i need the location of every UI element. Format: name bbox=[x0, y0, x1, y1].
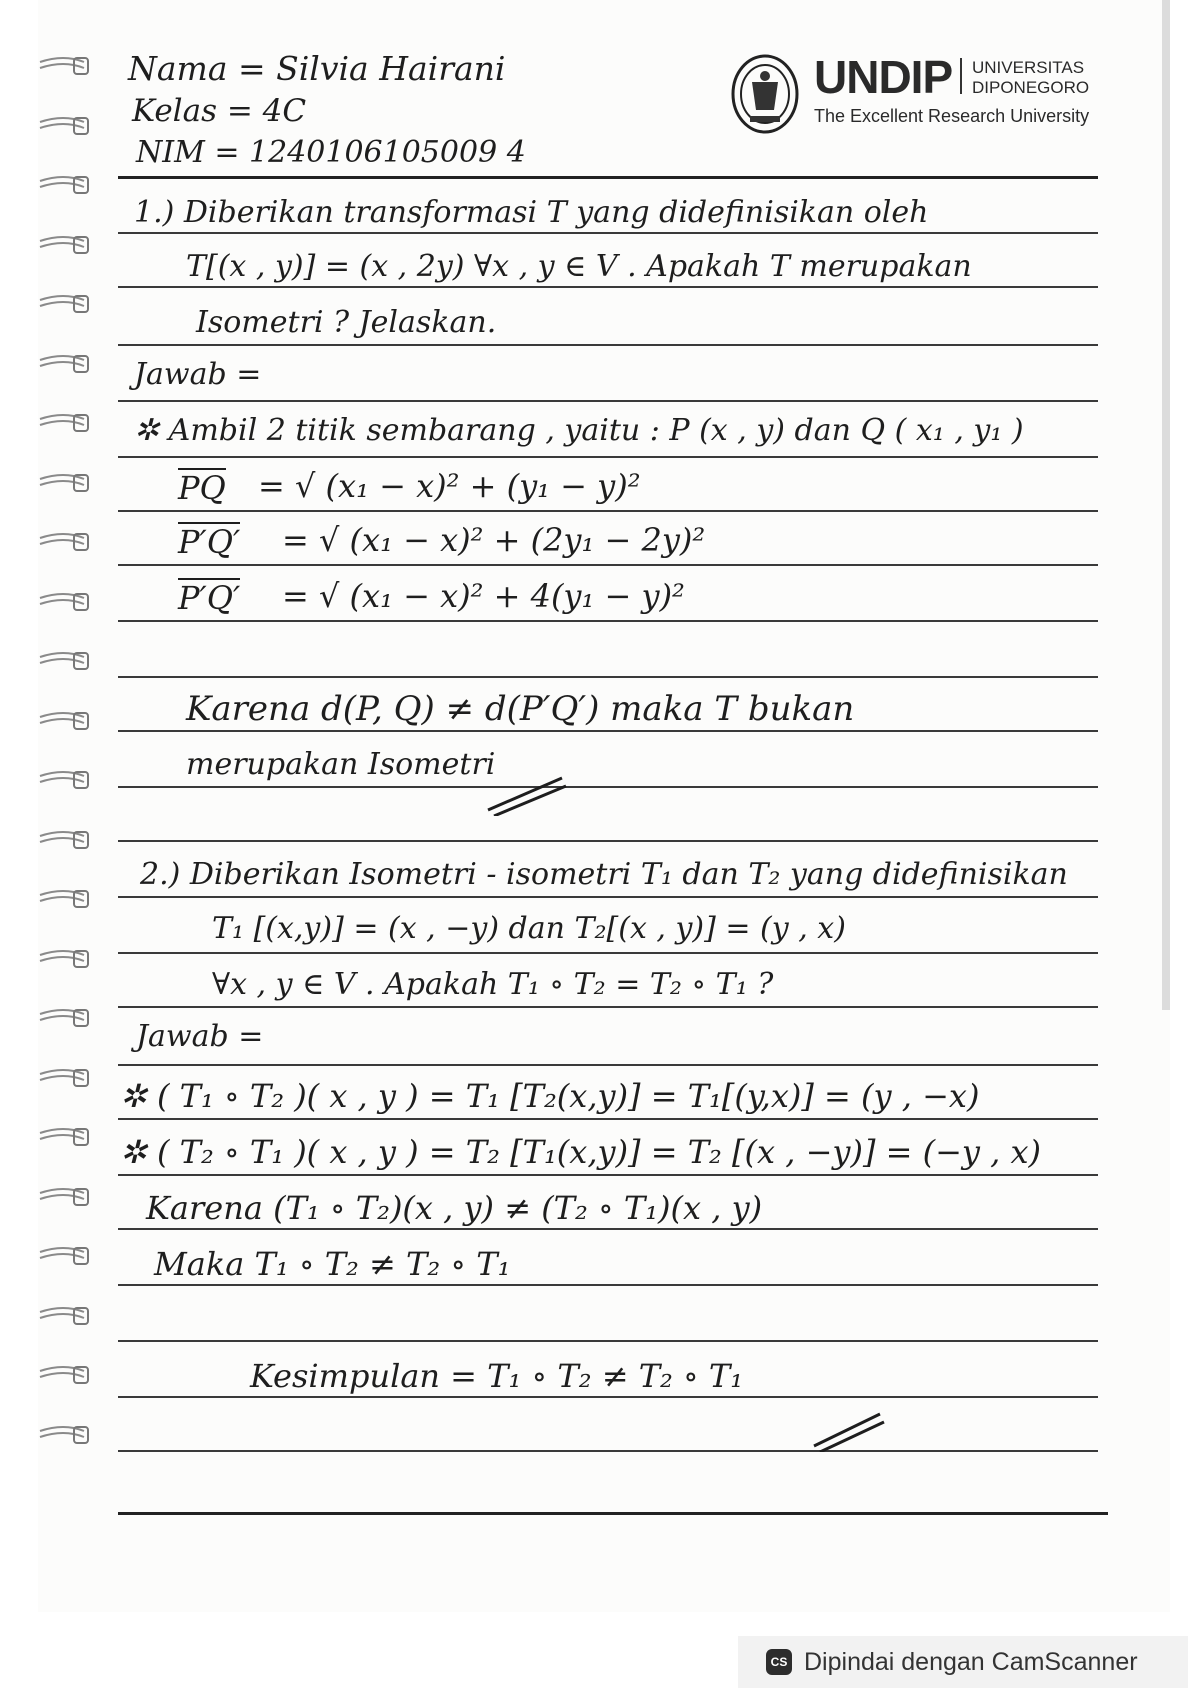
end-mark-icon bbox=[484, 770, 568, 820]
ruled-line bbox=[118, 456, 1098, 458]
q2-line-1: 2.) Diberikan Isometri - isometri T₁ dan T₂ yang didefinisikan bbox=[140, 857, 1068, 892]
undip-brand: UNDIP bbox=[814, 51, 953, 103]
student-nim: NIM = 1240106105009 4 bbox=[136, 135, 526, 170]
spiral-ring-icon bbox=[38, 1421, 90, 1447]
ruled-line bbox=[118, 400, 1098, 402]
q2-step-1: ✲ ( T₁ ∘ T₂ )( x , y ) = T₁ [T₂(x,y)] = T₁[(y,x)] = (y , −x) bbox=[120, 1077, 980, 1115]
q1-jawab: Jawab = bbox=[134, 357, 262, 392]
ruled-line bbox=[118, 676, 1098, 678]
q1-line-1: 1.) Diberikan transformasi T yang didefinisikan oleh bbox=[134, 195, 929, 230]
ruled-line bbox=[118, 840, 1098, 842]
q2-maka: Maka T₁ ∘ T₂ ≠ T₂ ∘ T₁ bbox=[154, 1245, 511, 1283]
q1-pq-label: PQ bbox=[178, 469, 226, 507]
q1-ppqq-expr-b: = √ (x₁ − x)² + 4(y₁ − y)² bbox=[282, 577, 685, 615]
header-divider bbox=[118, 176, 1098, 179]
univ-line-2: DIPONEGORO bbox=[972, 78, 1090, 97]
ruled-line bbox=[118, 344, 1098, 346]
ruled-line bbox=[118, 286, 1098, 288]
student-class: Kelas = 4C bbox=[132, 93, 307, 129]
spiral-ring-icon bbox=[38, 52, 90, 78]
spiral-ring-icon bbox=[38, 409, 90, 435]
q2-line-2: T₁ [(x,y)] = (x , −y) dan T₂[(x , y)] = (y , x) bbox=[212, 911, 846, 946]
spiral-ring-icon bbox=[38, 528, 90, 554]
spiral-ring-icon bbox=[38, 647, 90, 673]
ruled-line bbox=[118, 786, 1098, 788]
spiral-ring-icon bbox=[38, 1123, 90, 1149]
q1-ppqq-label-a: P′Q′ bbox=[178, 523, 241, 561]
spiral-ring-icon bbox=[38, 766, 90, 792]
camscanner-logo-icon: CS bbox=[766, 1649, 792, 1675]
ruled-line bbox=[118, 1284, 1098, 1286]
spiral-ring-icon bbox=[38, 350, 90, 376]
univ-tagline: The Excellent Research University bbox=[814, 106, 1090, 126]
q2-karena: Karena (T₁ ∘ T₂)(x , y) ≠ (T₂ ∘ T₁)(x , y) bbox=[146, 1189, 763, 1227]
ruled-line bbox=[118, 952, 1098, 954]
q2-jawab: Jawab = bbox=[136, 1019, 264, 1054]
spiral-ring-icon bbox=[38, 171, 90, 197]
spiral-ring-icon bbox=[38, 885, 90, 911]
ruled-line bbox=[118, 896, 1098, 898]
spiral-ring-icon bbox=[38, 231, 90, 257]
ruled-line bbox=[118, 730, 1098, 732]
ruled-line bbox=[118, 1006, 1098, 1008]
spiral-ring-icon bbox=[38, 826, 90, 852]
spiral-ring-icon bbox=[38, 588, 90, 614]
q1-line-2: T[(x , y)] = (x , 2y) ∀x , y ∈ V . Apakah T merupakan bbox=[186, 249, 972, 284]
spiral-ring-icon bbox=[38, 707, 90, 733]
ruled-line bbox=[118, 1118, 1098, 1120]
spiral-ring-icon bbox=[38, 1361, 90, 1387]
ruled-line bbox=[118, 1396, 1098, 1398]
q1-ppqq-expr-a: = √ (x₁ − x)² + (2y₁ − 2y)² bbox=[282, 521, 706, 559]
camscanner-watermark bbox=[738, 1636, 1188, 1688]
spiral-ring-icon bbox=[38, 1064, 90, 1090]
ruled-line bbox=[118, 620, 1098, 622]
q1-step-1: ✲ Ambil 2 titik sembarang , yaitu : P (x , y) dan Q ( x₁ , y₁ ) bbox=[134, 413, 1024, 448]
spiral-ring-icon bbox=[38, 945, 90, 971]
spiral-ring-icon bbox=[38, 1004, 90, 1030]
ruled-line bbox=[118, 232, 1098, 234]
bottom-rule bbox=[118, 1512, 1108, 1515]
q2-step-2: ✲ ( T₂ ∘ T₁ )( x , y ) = T₂ [T₁(x,y)] = T₂ [(x , −y)] = (−y , x) bbox=[120, 1133, 1041, 1171]
ruled-line bbox=[118, 510, 1098, 512]
ruled-line bbox=[118, 1174, 1098, 1176]
q1-line-3: Isometri ? Jelaskan. bbox=[196, 305, 497, 340]
page-edge-shadow bbox=[1162, 0, 1170, 1010]
ruled-line bbox=[118, 564, 1098, 566]
q1-pq-expr: = √ (x₁ − x)² + (y₁ − y)² bbox=[258, 467, 641, 505]
camscanner-text: Dipindai dengan CamScanner bbox=[804, 1647, 1138, 1676]
ruled-line bbox=[118, 1064, 1098, 1066]
spiral-ring-icon bbox=[38, 112, 90, 138]
q1-ppqq-label-b: P′Q′ bbox=[178, 579, 241, 617]
ruled-line bbox=[118, 1450, 1098, 1452]
spiral-ring-icon bbox=[38, 469, 90, 495]
ruled-line bbox=[118, 1340, 1098, 1342]
q2-line-3: ∀x , y ∈ V . Apakah T₁ ∘ T₂ = T₂ ∘ T₁ ? bbox=[212, 967, 774, 1002]
spiral-ring-icon bbox=[38, 1183, 90, 1209]
q1-conclusion: merupakan Isometri bbox=[186, 747, 496, 782]
univ-line-1: UNIVERSITAS bbox=[972, 58, 1085, 77]
q1-karena: Karena d(P, Q) ≠ d(P′Q′) maka T bukan bbox=[186, 689, 855, 729]
student-name: Nama = Silvia Hairani bbox=[128, 49, 506, 88]
undip-seal-icon bbox=[730, 52, 800, 136]
spiral-ring-icon bbox=[38, 1302, 90, 1328]
q2-kesimpulan: Kesimpulan = T₁ ∘ T₂ ≠ T₂ ∘ T₁ bbox=[250, 1357, 744, 1395]
spiral-ring-icon bbox=[38, 1242, 90, 1268]
end-mark-icon bbox=[810, 1408, 886, 1456]
ruled-line bbox=[118, 1228, 1098, 1230]
spiral-ring-icon bbox=[38, 290, 90, 316]
logo-divider bbox=[960, 58, 962, 94]
